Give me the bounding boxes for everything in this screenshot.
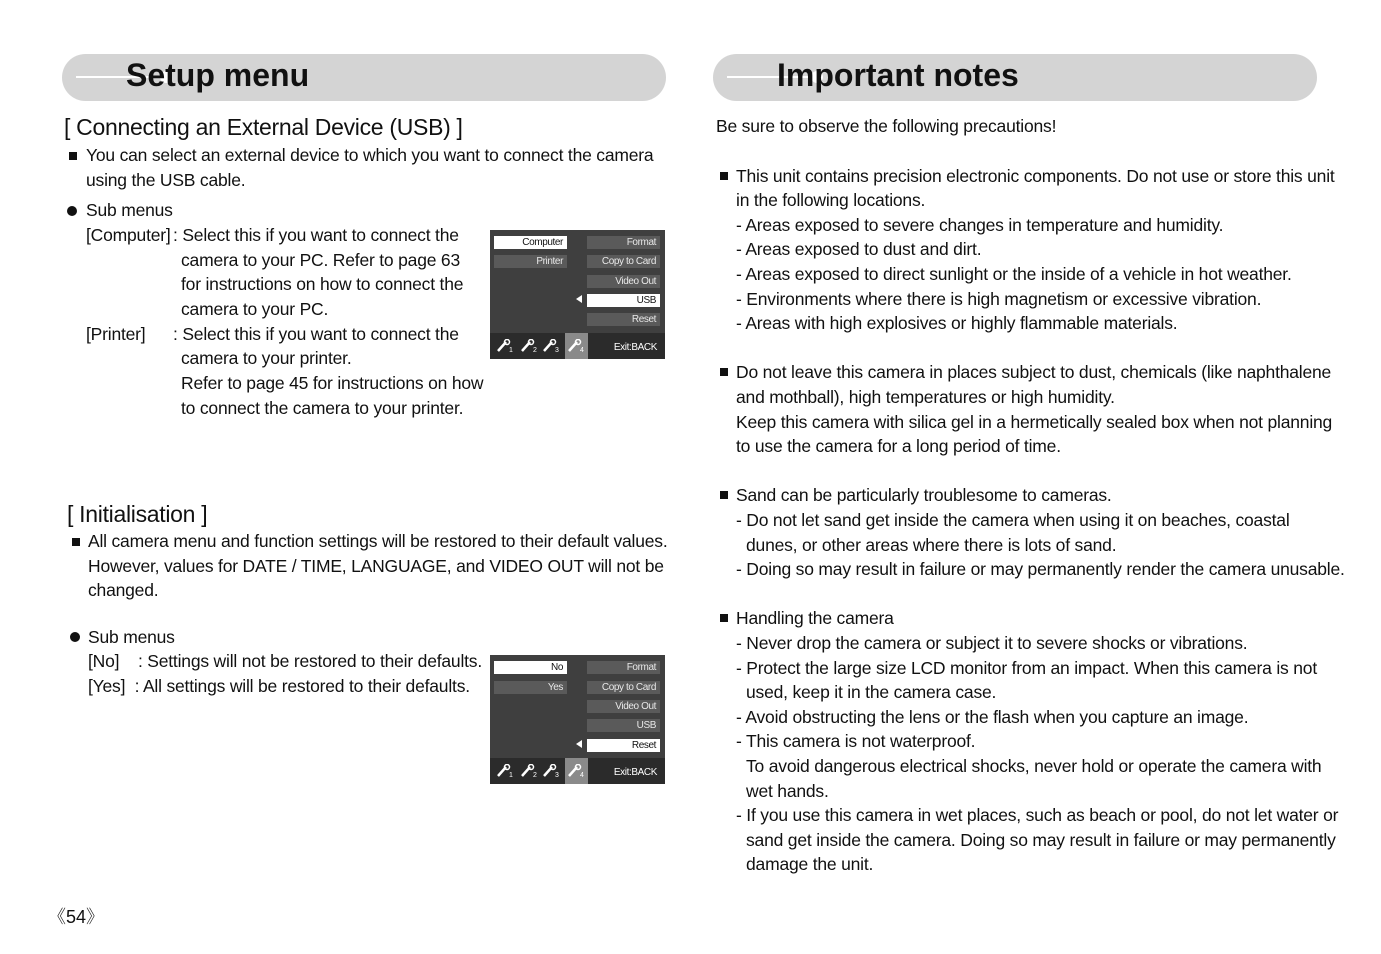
svg-text:3: 3 — [555, 772, 559, 778]
note-3-line: Sand can be particularly troublesome to cameras. — [736, 485, 1112, 505]
square-bullet-icon — [720, 491, 728, 499]
note-1-line: - Environments where there is high magnetism or excessive vibration. — [736, 289, 1262, 309]
svg-text:2: 2 — [533, 347, 537, 353]
note-1-line: This unit contains precision electronic components. Do not use or store this unit — [736, 166, 1335, 186]
left-arrow-icon — [576, 295, 582, 303]
note-1-line: - Areas exposed to direct sunlight or the inside of a vehicle in hot weather. — [736, 264, 1292, 284]
setup-tab-1-icon — [494, 333, 517, 359]
usb-intro-line: using the USB cable. — [86, 170, 246, 190]
note-4-line: wet hands. — [746, 781, 829, 801]
svg-text:2: 2 — [533, 772, 537, 778]
note-4-line: To avoid dangerous electrical shocks, never hold or operate the camera with — [746, 756, 1322, 776]
printer-option-desc: to connect the camera to your printer. — [181, 398, 464, 418]
setup-tab-1-icon — [494, 758, 517, 784]
computer-option-key: [Computer] — [86, 225, 171, 245]
setup-tab-4-icon — [565, 758, 588, 784]
yes-option-line: [Yes] : All settings will be restored to their defaults. — [88, 676, 470, 696]
computer-option-desc: for instructions on how to connect the — [181, 274, 464, 294]
round-bullet-icon — [70, 632, 80, 642]
notes-intro: Be sure to observe the following precautions! — [716, 116, 1057, 136]
screen-exit-label: Exit:BACK — [613, 342, 657, 353]
page-title: Setup menu — [126, 57, 310, 93]
note-2-line: Do not leave this camera in places subject to dust, chemicals (like naphthalene — [736, 362, 1332, 382]
setup-tab-2-icon — [518, 333, 541, 359]
screen-menu-reset: Reset — [587, 739, 660, 752]
square-bullet-icon — [720, 172, 728, 180]
square-bullet-icon — [69, 152, 77, 160]
init-intro-line: changed. — [88, 580, 159, 600]
screen-option-no: No — [494, 661, 567, 674]
screen-menu-copy-to-card: Copy to Card — [587, 681, 660, 694]
note-2-line: Keep this camera with silica gel in a hermetically sealed box when not planning — [736, 412, 1333, 432]
note-2-line: to use the camera for a long period of time. — [736, 436, 1061, 456]
screen-exit-label: Exit:BACK — [613, 767, 657, 778]
svg-text:1: 1 — [509, 772, 513, 778]
note-4-line: Handling the camera — [736, 608, 894, 628]
note-2-line: and mothball), high temperatures or high humidity. — [736, 387, 1115, 407]
setup-tab-4-icon — [565, 333, 588, 359]
left-arrow-icon — [576, 740, 582, 748]
round-bullet-icon — [67, 206, 77, 216]
setup-tab-2-icon — [518, 758, 541, 784]
init-menu-screen — [490, 655, 665, 784]
printer-option-desc: Refer to page 45 for instructions on how — [181, 373, 484, 393]
note-3-line: - Do not let sand get inside the camera when using it on beaches, coastal — [736, 510, 1290, 530]
note-4-line: damage the unit. — [746, 854, 874, 874]
note-4-line: - Never drop the camera or subject it to severe shocks or vibrations. — [736, 633, 1248, 653]
usb-menu-screen — [490, 230, 665, 359]
screen-option-yes: Yes — [494, 681, 567, 694]
note-4-line: sand get inside the camera. Doing so may result in failure or may permanently — [746, 830, 1336, 850]
note-4-line: - If you use this camera in wet places, such as beach or pool, do not let water or — [736, 805, 1339, 825]
note-3-line: - Doing so may result in failure or may permanently render the camera unusable. — [736, 559, 1345, 579]
page-number: 《54》 — [48, 907, 105, 927]
usb-intro-line: You can select an external device to which you want to connect the camera — [86, 145, 654, 165]
screen-menu-copy-to-card: Copy to Card — [587, 255, 660, 268]
square-bullet-icon — [72, 538, 80, 546]
init-intro-line: However, values for DATE / TIME, LANGUAGE, and VIDEO OUT will not be — [88, 556, 664, 576]
init-submenus-label: Sub menus — [88, 627, 175, 647]
note-4-line: - Protect the large size LCD monitor from an impact. When this camera is not — [736, 658, 1317, 678]
svg-text:1: 1 — [509, 347, 513, 353]
printer-option-desc: camera to your printer. — [181, 348, 352, 368]
screen-menu-format: Format — [587, 236, 660, 249]
setup-menu-header — [62, 54, 666, 101]
usb-submenus-label: Sub menus — [86, 200, 173, 220]
init-intro-line: All camera menu and function settings will be restored to their default values. — [88, 531, 668, 551]
printer-option-key: [Printer] — [86, 324, 146, 344]
note-3-line: dunes, or other areas where there is lots of sand. — [746, 535, 1117, 555]
page-title: Important notes — [777, 57, 1019, 93]
computer-option-desc: : Select this if you want to connect the — [173, 225, 459, 245]
note-1-line: - Areas with high explosives or highly flammable materials. — [736, 313, 1178, 333]
svg-text:4: 4 — [580, 772, 584, 778]
note-4-line: used, keep it in the camera case. — [746, 682, 997, 702]
setup-tab-3-icon — [540, 333, 563, 359]
note-1-line: - Areas exposed to severe changes in temperature and humidity. — [736, 215, 1224, 235]
no-option-line: [No] : Settings will not be restored to their defaults. — [88, 651, 483, 671]
computer-option-desc: camera to your PC. — [181, 299, 329, 319]
note-4-line: - This camera is not waterproof. — [736, 731, 976, 751]
screen-menu-usb: USB — [587, 294, 660, 307]
init-section-heading: [ Initialisation ] — [67, 501, 208, 527]
svg-text:4: 4 — [580, 347, 584, 353]
usb-section-heading: [ Connecting an External Device (USB) ] — [64, 114, 463, 140]
printer-option-desc: : Select this if you want to connect the — [173, 324, 459, 344]
screen-menu-reset: Reset — [587, 313, 660, 326]
screen-menu-video-out: Video Out — [587, 700, 660, 713]
screen-option-computer: Computer — [494, 236, 567, 249]
setup-tab-3-icon — [540, 758, 563, 784]
square-bullet-icon — [720, 614, 728, 622]
square-bullet-icon — [720, 368, 728, 376]
screen-menu-video-out: Video Out — [587, 275, 660, 288]
screen-option-printer: Printer — [494, 255, 567, 268]
important-notes-header — [713, 54, 1317, 101]
note-4-line: - Avoid obstructing the lens or the flash when you capture an image. — [736, 707, 1249, 727]
svg-text:3: 3 — [555, 347, 559, 353]
screen-menu-format: Format — [587, 661, 660, 674]
screen-menu-usb: USB — [587, 719, 660, 732]
note-1-line: in the following locations. — [736, 190, 926, 210]
computer-option-desc: camera to your PC. Refer to page 63 — [181, 250, 460, 270]
note-1-line: - Areas exposed to dust and dirt. — [736, 239, 982, 259]
